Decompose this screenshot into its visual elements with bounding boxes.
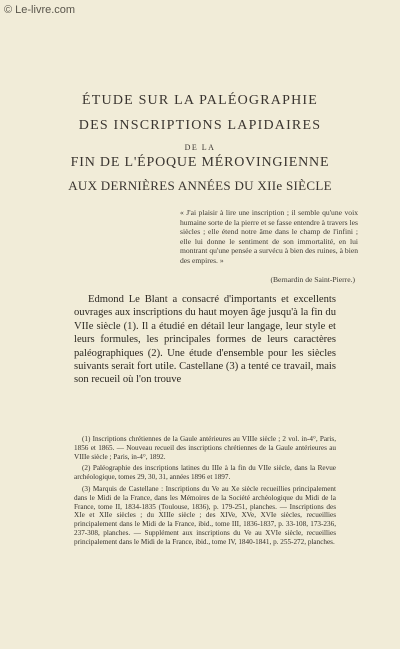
watermark: © Le-livre.com: [4, 4, 76, 16]
title-line-1: ÉTUDE SUR LA PALÉOGRAPHIE: [82, 93, 318, 108]
title-line-2: DES INSCRIPTIONS LAPIDAIRES: [78, 118, 322, 133]
footnote-3: (3) Marquis de Castellane : Inscriptions du Ve au Xe siècle recueillies principalement dans le Midi de la France, dans les Mémoires de la Société archéologique du Midi de la France, tome II, 1834-1835 (Toulouse, 1836), p. 179-251, planches. — Inscriptions des XIe et XIIe siècles ; du XIIIe siècle ; des XIVe, XVe, XVIe siècles, recueillies principalement dans le Midi de la France, ibid., tome III, 1836-1837, p. 33-108, 173-236, 237-308, planches. — Supplément aux inscriptions du Ve au XVIe siècle, recueillies principalement dans le Midi de la France, ibid., tome IV, 1840-1841, p. 255-272, planches.: [74, 484, 336, 546]
title-line-5: AUX DERNIÈRES ANNÉES DU XIIe SIÈCLE: [68, 178, 332, 193]
title-line-4: FIN DE L'ÉPOQUE MÉROVINGIENNE: [70, 155, 330, 170]
epigraph-attribution: (Bernardin de Saint-Pierre.): [270, 275, 355, 284]
epigraph-quote: « J'ai plaisir à lire une inscription ; il semble qu'une voix humaine sorte de la pierre et se fasse entendre à travers les siècles ; elle étend notre âme dans le champ de l'infini ; elle lui donne le sentiment de son immortalité, en lui montrant qu'une pensée a survécu à bien des ruines, à bien des empires. »: [180, 208, 358, 265]
title-line-3: DE LA: [184, 143, 216, 152]
body-paragraph: Edmond Le Blant a consacré d'importants et excellents ouvrages aux inscriptions du haut moyen âge jusqu'à la fin du VIIe siècle (1). Il a étudié en détail leur langage, leur style et leurs formules, les principales formes de leurs caractères paléographiques (2). Une étude d'ensemble pour les siècles suivants serait fort utile. Castellane (3) a tenté ce travail, mais son recueil où l'on trouve: [74, 294, 336, 386]
footnotes: [74, 435, 336, 550]
footnote-1: (1) Inscriptions chrétiennes de la Gaule antérieures au VIIIe siècle ; 2 vol. in-4°, Paris, 1856 et 1865. — Nouveau recueil des inscriptions chrétiennes de la Gaule antérieures au VIIIe siècle ; Paris, in-4°, 1892.: [74, 435, 336, 461]
footnote-2: (2) Paléographie des inscriptions latines du IIIe à la fin du VIIe siècle, dans la Revue archéologique, tomes 29, 30, 31, années 1896 et 1897.: [74, 464, 336, 482]
